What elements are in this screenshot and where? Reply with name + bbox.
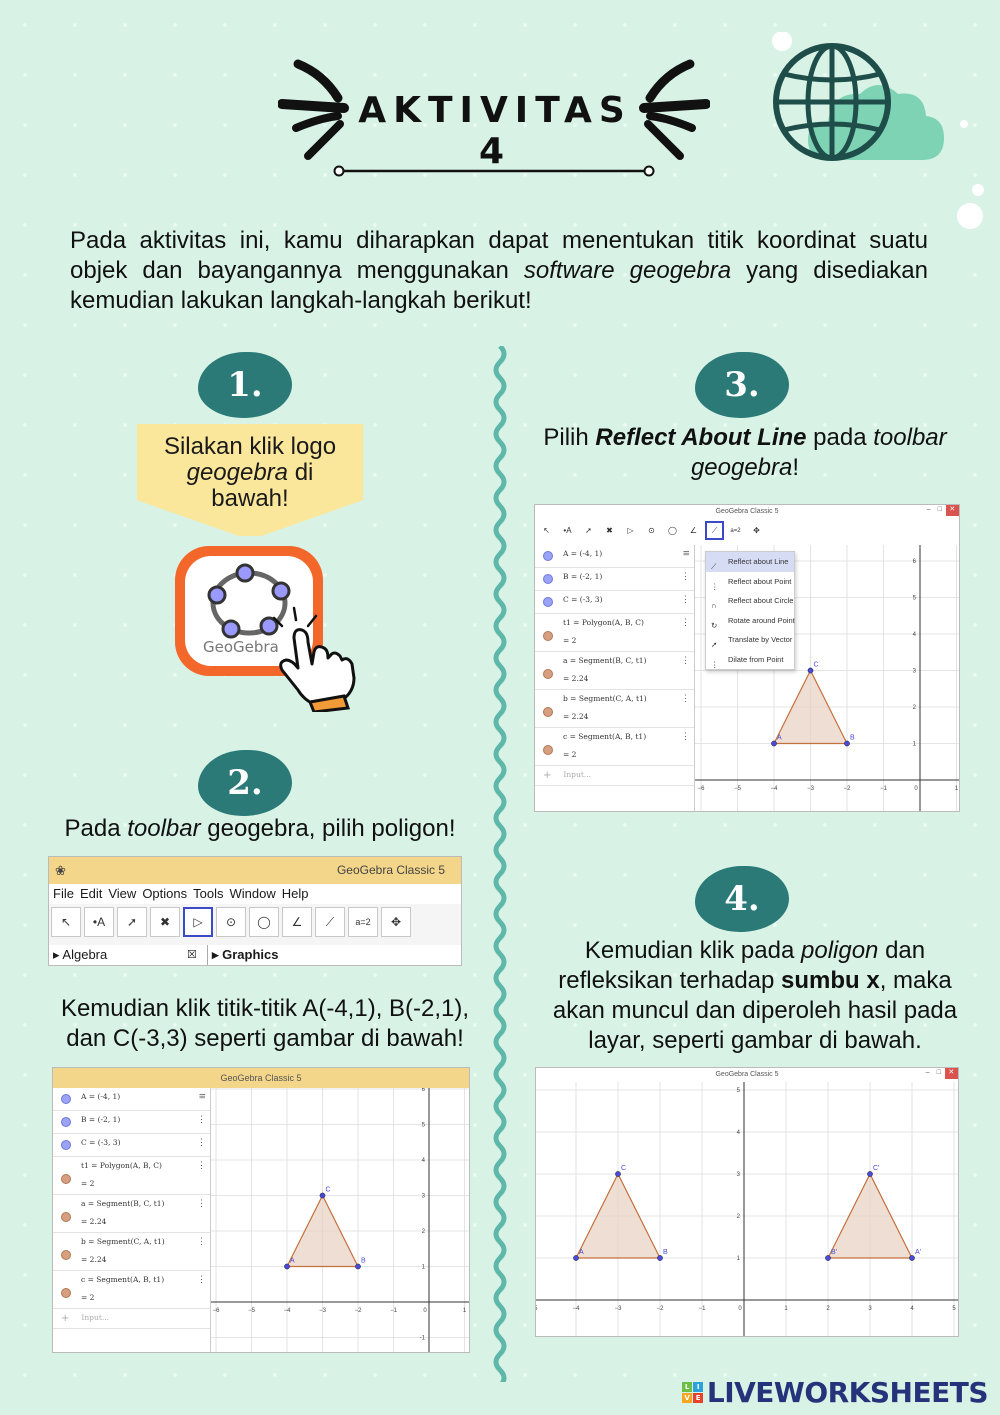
row-menu-icon[interactable]: ⋮ [681, 732, 690, 742]
algebra-expression: c = Segment(A, B, t1) = 2 [563, 732, 647, 759]
menu-tools[interactable]: Tools [193, 886, 224, 901]
algebra-expression: a = Segment(B, C, t1) = 2.24 [81, 1199, 165, 1226]
visibility-toggle-icon[interactable] [543, 551, 553, 561]
menu-bar [49, 884, 461, 904]
angle-tool-button[interactable]: ∠ [282, 907, 312, 937]
minimize-icon[interactable]: – [926, 506, 931, 513]
move-tool-button[interactable]: ↖ [51, 907, 81, 937]
menu-edit[interactable]: Edit [79, 886, 103, 901]
algebra-expression: t1 = Polygon(A, B, C) = 2 [81, 1161, 162, 1188]
point-label: A [290, 1257, 295, 1265]
point-a [573, 1255, 578, 1260]
tick-label: −6 [212, 1308, 220, 1314]
dilate-icon: ⋮ [711, 659, 719, 669]
tick-label: −3 [319, 1308, 326, 1314]
tick-label: −4 [770, 786, 778, 792]
point-label: B [361, 1257, 366, 1265]
algebra-sort-icon[interactable]: ≡ [198, 1092, 206, 1102]
menu-help[interactable]: Help [281, 886, 309, 901]
ellipse-tool-button[interactable]: ◯ [249, 907, 279, 937]
tick-label [536, 1306, 538, 1312]
tick-label: -1 [419, 1335, 425, 1342]
line-tool-button[interactable]: ➚ [579, 521, 598, 540]
window-controls[interactable] [923, 505, 959, 516]
tick-label: 5 [952, 1306, 956, 1312]
circle-tool-button[interactable]: ⊙ [642, 521, 661, 540]
geogebra-small-icon: ❀ [55, 863, 66, 878]
geogebra-toolbar-screenshot [48, 856, 462, 966]
point-c [320, 1193, 325, 1198]
tick-label: 4 [421, 1158, 425, 1164]
ellipse-tool-button[interactable]: ◯ [663, 521, 682, 540]
tick-label: 3 [736, 1172, 740, 1178]
algebra-row[interactable] [535, 591, 694, 614]
point-label: A [579, 1249, 584, 1256]
algebra-row[interactable] [535, 652, 694, 690]
step-1-badge: 1. [198, 352, 292, 418]
tick-label: −2 [843, 786, 851, 792]
algebra-row[interactable] [53, 1271, 210, 1309]
circle-tool-button[interactable]: ⊙ [216, 907, 246, 937]
menu-item-translate[interactable]: ➚ Translate by Vector [711, 635, 793, 649]
tick-label: −2 [656, 1306, 664, 1312]
point-tool-button[interactable]: •A [558, 521, 577, 540]
visibility-toggle-icon[interactable] [61, 1212, 71, 1222]
menu-file[interactable]: File [53, 886, 74, 901]
window-controls[interactable] [922, 1068, 958, 1079]
visibility-toggle-icon[interactable] [543, 597, 553, 607]
point-a [771, 741, 776, 746]
move-view-tool-button[interactable]: ✥ [747, 521, 766, 540]
visibility-toggle-icon[interactable] [61, 1094, 71, 1104]
tick-label: −4 [572, 1306, 580, 1312]
algebra-row[interactable] [535, 614, 694, 652]
tick-label: 4 [912, 632, 916, 638]
menu-window[interactable]: Window [229, 886, 276, 901]
tick-label: −3 [807, 786, 814, 792]
liveworksheets-logo-icon: L I V E [682, 1382, 703, 1403]
graphics-view[interactable] [211, 1088, 469, 1352]
visibility-toggle-icon[interactable] [543, 707, 553, 717]
algebra-panel-header[interactable]: ▸ Algebra [53, 947, 108, 962]
point-label: A' [915, 1249, 922, 1256]
algebra-row[interactable] [53, 1111, 210, 1134]
graphics-panel-header[interactable]: ▸ Graphics [207, 945, 279, 965]
reflect-point-icon: ⋮ [711, 581, 719, 591]
tick-label: 1 [736, 1256, 740, 1262]
liveworksheets-brand: L I V E LIVEWORKSHEETS [682, 1376, 988, 1409]
step-3-badge: 3. [695, 352, 789, 418]
row-menu-icon[interactable]: ⋮ [681, 572, 690, 582]
title-underline [332, 164, 656, 178]
point-label: C [621, 1165, 627, 1172]
visibility-toggle-icon[interactable] [543, 669, 553, 679]
algebra-sort-icon[interactable]: ≡ [682, 549, 690, 559]
visibility-toggle-icon[interactable] [61, 1174, 71, 1184]
point-tool-button[interactable]: •A [84, 907, 114, 937]
tick-label: 5 [736, 1088, 740, 1094]
point-label: B [850, 734, 855, 742]
tick-label: 5 [912, 595, 916, 602]
geogebra-window-step2 [52, 1067, 470, 1353]
step-4-badge: 4. [695, 866, 789, 932]
algebra-expression: c = Segment(A, B, t1) = 2 [81, 1275, 165, 1302]
tick-label: 4 [910, 1306, 914, 1312]
row-menu-icon[interactable]: ⋮ [197, 1237, 206, 1247]
panel-headers [49, 945, 461, 965]
tick-label: 0 [914, 786, 918, 792]
tick-label: 1 [421, 1264, 425, 1271]
algebra-view [53, 1088, 211, 1352]
graphics-view[interactable] [536, 1082, 958, 1336]
row-menu-icon[interactable]: ⋮ [197, 1115, 206, 1125]
visibility-toggle-icon[interactable] [61, 1288, 71, 1298]
point-b-prime [825, 1255, 830, 1260]
move-view-tool-button[interactable]: ✥ [381, 907, 411, 937]
window-title: GeoGebra Classic 5 [53, 1068, 469, 1088]
point-label: C [325, 1186, 331, 1194]
tick-label: 2 [421, 1229, 425, 1235]
intro-paragraph: Pada aktivitas ini, kamu diharapkan dapat menentukan titik koordinat suatu objek dan bayangannya menggunakan software geogebra yang disediakan kemudian lakukan langkah-langkah berikut! [70, 227, 928, 314]
menu-item-dilate[interactable]: ⋮ Dilate from Point [711, 654, 784, 669]
menu-item-reflect-circle[interactable]: ∩ Reflect about Circle [711, 596, 794, 610]
visibility-toggle-icon[interactable] [543, 574, 553, 584]
point-c-prime [867, 1171, 872, 1176]
tick-label: 5 [421, 1122, 425, 1129]
tick-label: 2 [826, 1306, 830, 1312]
algebra-expression: b = Segment(C, A, t1) = 2.24 [563, 694, 647, 721]
row-menu-icon[interactable]: ⋮ [681, 618, 690, 628]
algebra-expression: B = (-2, 1) [563, 572, 603, 581]
close-icon[interactable]: ✕ [945, 1068, 959, 1079]
point-label: C' [873, 1165, 880, 1172]
tick-label: 0 [423, 1308, 427, 1314]
algebra-expression: A = (-4, 1) [563, 549, 603, 558]
row-menu-icon[interactable]: ⋮ [681, 595, 690, 605]
menu-view[interactable]: View [108, 886, 137, 901]
wavy-divider [486, 346, 514, 1382]
tick-label: 0 [738, 1306, 742, 1312]
reflect-line-icon: ⟋ [711, 562, 717, 571]
perpendicular-tool-button[interactable]: ✖ [150, 907, 180, 937]
step-2-instruction: Pada toolbar geogebra, pilih poligon! [64, 815, 456, 842]
menu-item-reflect-line[interactable]: ⟋ Reflect about Line [706, 552, 794, 572]
point-c [808, 668, 813, 673]
step-2-second-instruction: Kemudian klik titik-titik A(-4,1), B(-2,1), dan C(-3,3) seperti gambar di bawah! [60, 995, 470, 1052]
transform-tool-menu [705, 551, 795, 670]
point-a [284, 1264, 289, 1269]
algebra-input[interactable]: + Input... [535, 766, 694, 786]
algebra-row[interactable] [535, 690, 694, 728]
geogebra-window-step3 [534, 504, 960, 812]
point-c [615, 1171, 620, 1176]
menu-item-rotate[interactable]: ↻ Rotate around Point [711, 615, 795, 630]
step-3-instruction: Pilih Reflect About Line pada toolbar geogebra! [543, 424, 947, 481]
geogebra-window-step4 [535, 1067, 959, 1337]
window-titlebar [49, 857, 461, 884]
step-2-badge: 2. [198, 750, 292, 816]
menu-item-reflect-point[interactable]: ⋮ Reflect about Point [711, 576, 792, 591]
algebra-row[interactable] [53, 1157, 210, 1195]
tick-label: 4 [736, 1130, 740, 1136]
algebra-row[interactable] [53, 1134, 210, 1157]
polygon-tool-button[interactable]: ▷ [183, 907, 213, 937]
tick-label: −5 [734, 786, 741, 792]
tick-label: 1 [462, 1308, 467, 1314]
algebra-input[interactable]: + Input... [53, 1309, 210, 1329]
algebra-expression: t1 = Polygon(A, B, C) = 2 [563, 618, 644, 645]
step-1-instruction: Silakan klik logo geogebra di bawah! [163, 433, 337, 512]
perpendicular-tool-button[interactable]: ✖ [600, 521, 619, 540]
tick-label: 3 [868, 1306, 872, 1312]
tick-label: −3 [614, 1306, 622, 1312]
point-label: B [663, 1249, 668, 1256]
polygon-tool-button[interactable]: ▷ [621, 521, 640, 540]
geogebra-logo-text: GeoGebra [203, 638, 279, 656]
visibility-toggle-icon[interactable] [543, 745, 553, 755]
tick-label: 1 [954, 786, 959, 792]
point-b [657, 1255, 662, 1260]
angle-tool-button[interactable]: ∠ [684, 521, 703, 540]
slider-tool-button[interactable]: a=2 [348, 907, 378, 937]
tick-label: 2 [912, 705, 916, 711]
maximize-icon[interactable]: □ [936, 1069, 941, 1076]
algebra-row[interactable] [535, 728, 694, 766]
menu-options[interactable]: Options [142, 886, 188, 901]
reflect-circle-icon: ∩ [711, 601, 717, 610]
visibility-toggle-icon[interactable] [543, 631, 553, 641]
tick-label: 1 [784, 1306, 788, 1312]
tick-label: 6 [912, 559, 916, 565]
row-menu-icon[interactable]: ⋮ [681, 656, 690, 666]
algebra-expression: b = Segment(C, A, t1) = 2.24 [81, 1237, 165, 1264]
algebra-row[interactable] [535, 545, 694, 568]
tick-label: 1 [912, 741, 916, 748]
tick-label: −1 [390, 1308, 397, 1314]
row-menu-icon[interactable]: ⋮ [197, 1275, 206, 1285]
algebra-row[interactable] [53, 1088, 210, 1111]
close-panel-icon[interactable]: ☒ [187, 949, 197, 961]
maximize-icon[interactable]: □ [937, 506, 942, 513]
translate-icon: ➚ [711, 640, 718, 649]
tick-label: 3 [421, 1193, 425, 1200]
visibility-toggle-icon[interactable] [61, 1250, 71, 1260]
reflect-tool-button[interactable]: ⟋ [315, 907, 345, 937]
window-titlebar: GeoGebra Classic 5 – □ ✕ [536, 1068, 958, 1082]
point-label: A [777, 734, 782, 742]
algebra-row[interactable] [53, 1233, 210, 1271]
tool-bar [535, 519, 959, 543]
row-menu-icon[interactable]: ⋮ [197, 1199, 206, 1209]
row-menu-icon[interactable]: ⋮ [681, 694, 690, 704]
row-menu-icon[interactable]: ⋮ [197, 1138, 206, 1148]
point-b [355, 1264, 360, 1269]
tick-label: −5 [248, 1308, 255, 1314]
tick-label: −4 [283, 1308, 291, 1314]
tick-label: −6 [697, 786, 705, 792]
algebra-row[interactable] [53, 1195, 210, 1233]
page-title: AKTIVITAS 4 [358, 90, 632, 172]
row-menu-icon[interactable]: ⋮ [197, 1161, 206, 1171]
window-title: GeoGebra Classic 5 [336, 863, 445, 877]
line-tool-button[interactable]: ➚ [117, 907, 147, 937]
tick-label: 6 [421, 1088, 425, 1093]
point-label: B' [831, 1249, 838, 1256]
step-4-instruction: Kemudian klik pada poligon dan refleksikan terhadap sumbu x, maka akan muncul dan diperoleh hasil pada layar, seperti gambar di bawah. [552, 937, 958, 1054]
visibility-toggle-icon[interactable] [61, 1140, 71, 1150]
tick-label: 3 [912, 668, 916, 675]
tick-label: −1 [698, 1306, 706, 1312]
algebra-expression: A = (-4, 1) [81, 1092, 121, 1101]
algebra-expression: B = (-2, 1) [81, 1115, 121, 1124]
tick-label: −1 [880, 786, 887, 792]
visibility-toggle-icon[interactable] [61, 1117, 71, 1127]
algebra-expression: C = (-3, 3) [81, 1138, 121, 1147]
point-b [844, 741, 849, 746]
tool-bar [49, 904, 461, 940]
tick-label: 2 [736, 1214, 740, 1220]
window-titlebar: GeoGebra Classic 5 – □ ✕ [535, 505, 959, 519]
point-label: C [813, 661, 819, 669]
algebra-view [535, 545, 695, 811]
algebra-expression: a = Segment(B, C, t1) = 2.24 [563, 656, 647, 683]
move-tool-button[interactable]: ↖ [537, 521, 556, 540]
rotate-icon: ↻ [711, 620, 718, 630]
algebra-row[interactable] [535, 568, 694, 591]
close-icon[interactable]: ✕ [946, 505, 960, 516]
hand-pointer-icon [268, 604, 360, 712]
minimize-icon[interactable]: – [925, 1069, 930, 1076]
point-a-prime [909, 1255, 914, 1260]
tick-label: −2 [354, 1308, 362, 1314]
reflect-tool-button[interactable]: ⟋ [705, 521, 724, 540]
algebra-expression: C = (-3, 3) [563, 595, 603, 604]
slider-tool-button[interactable]: a=2 [726, 521, 745, 540]
